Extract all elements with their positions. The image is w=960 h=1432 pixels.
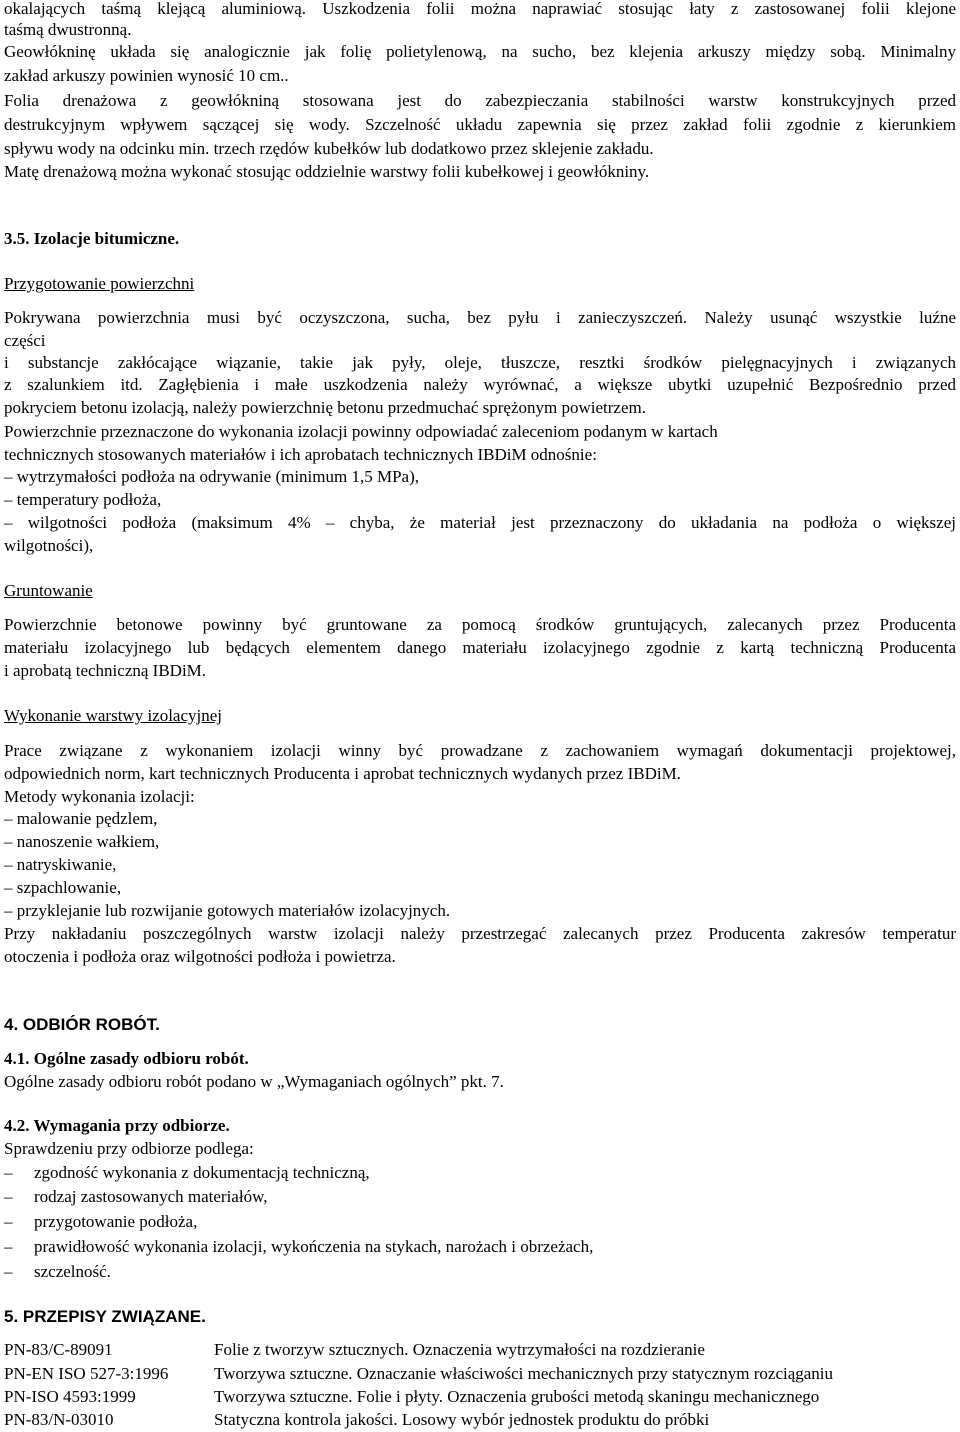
list-item xyxy=(4,1186,268,1208)
standard-code: PN-83/N-03010 xyxy=(4,1410,114,1429)
standard-description: Statyczna kontrola jakości. Losowy wybór jednostek produktu do próbki xyxy=(214,1410,710,1429)
text-line: i substancje zakłócające wiązanie, takie jak pyły, oleje, tłuszcze, resztki środków pielęgnacyjnych i związanych xyxy=(4,353,956,372)
text-line: Folia drenażowa z geowłókniną stosowana jest do zabezpieczania stabilności warstw konstrukcyjnych przed xyxy=(4,91,956,110)
list-item xyxy=(4,1211,197,1233)
standard-description: Tworzywa sztuczne. Oznaczanie właściwości mechanicznych przy statycznym rozciąganiu xyxy=(214,1364,834,1383)
text-line: Metody wykonania izolacji: xyxy=(4,787,195,806)
text-line: i aprobatą techniczną IBDiM. xyxy=(4,661,207,680)
standard-description: Folie z tworzyw sztucznych. Oznaczenia wytrzymałości na rozdzieranie xyxy=(214,1340,705,1359)
list-item-text: prawidłowość wykonania izolacji, wykończenia na stykach, narożach i obrzeżach, xyxy=(34,1237,594,1256)
text-line: Prace związane z wykonaniem izolacji winny być prowadzane z zachowaniem wymagań dokumentacji projektowej, xyxy=(4,741,956,760)
standard-code: PN-EN ISO 527-3:1996 xyxy=(4,1364,169,1383)
text-line: destrukcyjnym wpływem sączącej się wody. Szczelność układu zapewnia się przez zakład folii zgodnie z kierunkiem xyxy=(4,115,956,134)
text-line: Geowłókninę układa się analogicznie jak folię polietylenową, na sucho, bez klejenia arkuszy między sobą. Minimalny xyxy=(4,42,956,61)
list-item xyxy=(4,1162,370,1184)
list-dash: – xyxy=(4,1237,13,1256)
list-item-text: szczelność. xyxy=(34,1262,111,1281)
subsection-heading: Przygotowanie powierzchni xyxy=(4,274,195,293)
text-line: z szalunkiem itd. Zagłębienia i małe uszkodzenia należy wyrównać, a większe ubytki uzupełnić Bezpośrednio przed xyxy=(4,375,956,394)
list-item-text: rodzaj zastosowanych materiałów, xyxy=(34,1187,268,1206)
list-item: – temperatury podłoża, xyxy=(4,490,162,509)
list-item: – przyklejanie lub rozwijanie gotowych materiałów izolacyjnych. xyxy=(4,901,451,920)
text-line: Ogólne zasady odbioru robót podano w „Wymaganiach ogólnych” pkt. 7. xyxy=(4,1072,504,1091)
section-heading: 3.5. Izolacje bitumiczne. xyxy=(4,229,180,248)
text-line: otoczenia i podłoża oraz wilgotności podłoża i powietrza. xyxy=(4,947,396,966)
subsection-heading: Wykonanie warstwy izolacyjnej xyxy=(4,706,223,725)
text-line: części xyxy=(4,331,46,350)
text-line: taśmą dwustronną. xyxy=(4,20,132,39)
section-heading: 4. ODBIÓR ROBÓT. xyxy=(4,1015,160,1034)
text-line: odpowiednich norm, kart technicznych Producenta i aprobat technicznych wydanych przez IBDiM. xyxy=(4,764,681,783)
list-dash: – xyxy=(4,1262,13,1281)
list-dash: – xyxy=(4,1212,13,1231)
standard-code: PN-ISO 4593:1999 xyxy=(4,1387,136,1406)
list-item: – malowanie pędzlem, xyxy=(4,809,158,828)
list-dash: – xyxy=(4,1163,13,1182)
text-line: spływu wody na odcinku min. trzech rzędów kubełków lub dodatkowo przez sklejenie zakładu. xyxy=(4,139,654,158)
text-line: zakład arkuszy powinien wynosić 10 cm.. xyxy=(4,66,289,85)
list-item xyxy=(4,1236,593,1258)
subsection-heading: Gruntowanie xyxy=(4,581,93,600)
list-item: – natryskiwanie, xyxy=(4,855,117,874)
list-item-text: zgodność wykonania z dokumentacją techniczną, xyxy=(34,1163,370,1182)
text-line: okalających taśmą klejącą aluminiową. Uszkodzenia folii można naprawiać stosując łaty z zastosowanej folii klejone xyxy=(4,0,956,18)
list-item: – szpachlowanie, xyxy=(4,878,122,897)
text-line: technicznych stosowanych materiałów i ich aprobatach technicznych IBDiM odnośnie: xyxy=(4,445,597,464)
list-dash: – xyxy=(4,1187,13,1206)
subsection-heading: 4.2. Wymagania przy odbiorze. xyxy=(4,1116,230,1135)
list-item-text: przygotowanie podłoża, xyxy=(34,1212,198,1231)
list-item: – nanoszenie wałkiem, xyxy=(4,832,160,851)
text-line: Matę drenażową można wykonać stosując oddzielnie warstwy folii kubełkowej i geowłókniny. xyxy=(4,162,650,181)
text-line: Powierzchnie betonowe powinny być gruntowane za pomocą środków gruntujących, zalecanych przez Producenta xyxy=(4,615,956,634)
text-line: Powierzchnie przeznaczone do wykonania izolacji powinny odpowiadać zaleceniom podanym w kartach xyxy=(4,422,718,441)
subsection-heading: 4.1. Ogólne zasady odbioru robót. xyxy=(4,1049,249,1068)
list-item: – wilgotności podłoża (maksimum 4% – chyba, że materiał jest przeznaczony do układania na podłoża o większej xyxy=(4,513,956,532)
list-item: – wytrzymałości podłoża na odrywanie (minimum 1,5 MPa), xyxy=(4,467,419,486)
text-line: Przy nakładaniu poszczególnych warstw izolacji należy przestrzegać zalecanych przez Producenta zakresów temperatur xyxy=(4,924,956,943)
text-line: materiału izolacyjnego lub będących elementem danego materiału izolacyjnego zgodnie z kartą techniczną Producenta xyxy=(4,638,956,657)
section-heading: 5. PRZEPISY ZWIĄZANE. xyxy=(4,1307,206,1326)
text-line: Sprawdzeniu przy odbiorze podlega: xyxy=(4,1139,254,1158)
text-line: wilgotności), xyxy=(4,536,94,555)
text-line: Pokrywana powierzchnia musi być oczyszczona, sucha, bez pyłu i zanieczyszczeń. Należy usunąć wszystkie luźne xyxy=(4,308,956,327)
standard-code: PN-83/C-89091 xyxy=(4,1340,113,1359)
standard-description: Tworzywa sztuczne. Folie i płyty. Oznaczenia grubości metodą skaningu mechanicznego xyxy=(214,1387,820,1406)
list-item xyxy=(4,1261,111,1283)
text-line: pokryciem betonu izolacją, należy powierzchnię betonu przedmuchać sprężonym powietrzem. xyxy=(4,398,646,417)
